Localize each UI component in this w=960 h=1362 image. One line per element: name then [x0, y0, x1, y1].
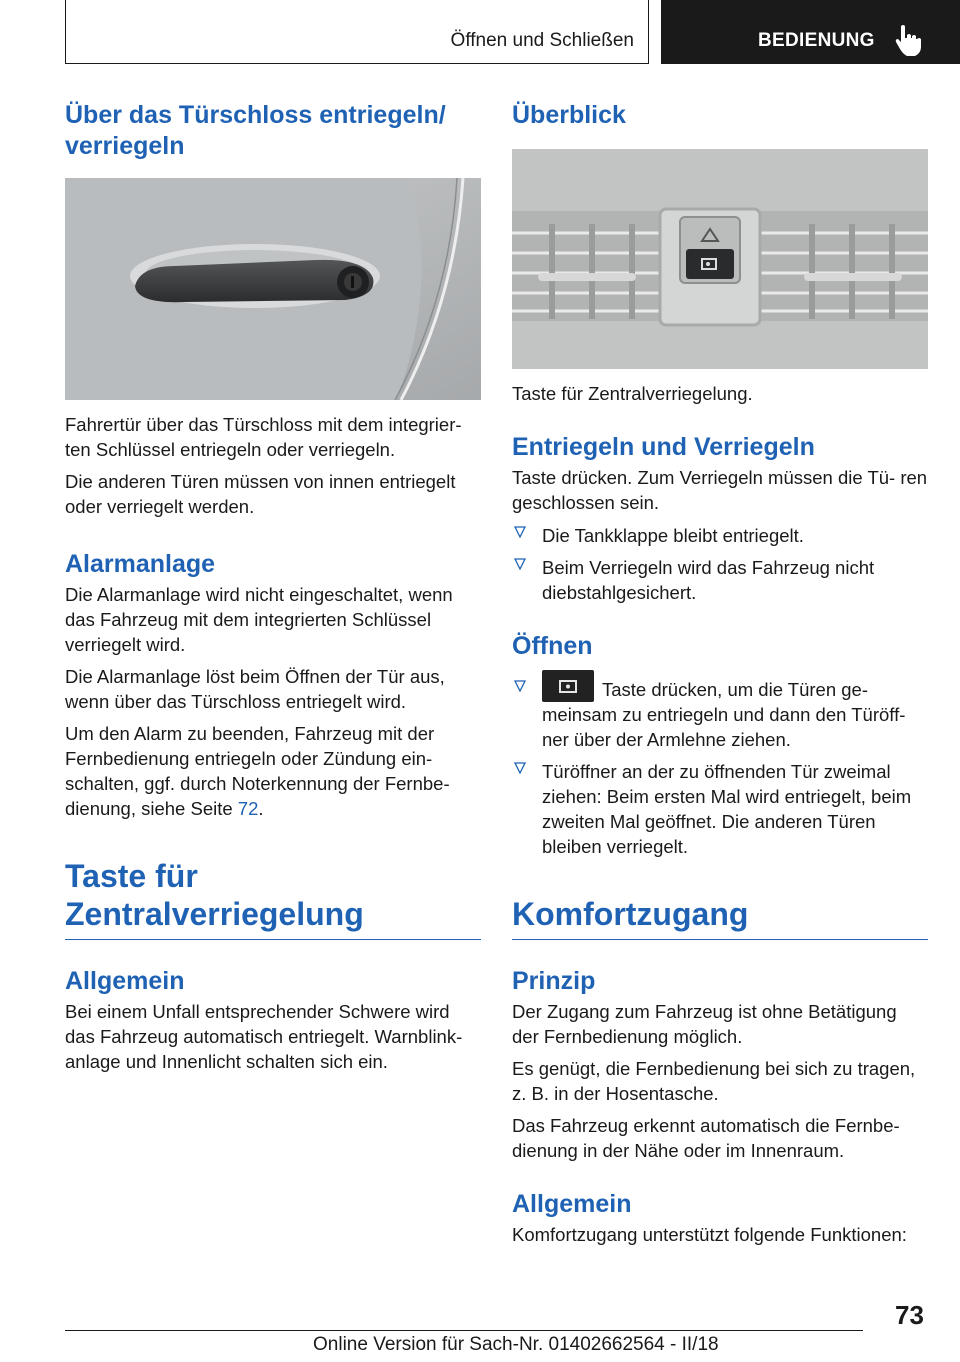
page-reference-link[interactable]: 72 — [237, 798, 259, 819]
list-item — [512, 555, 928, 605]
paragraph-door-lock-1: Fahrertür über das Türschloss mit dem integrier‐ ten Schlüssel entriegeln oder verriegeln. — [65, 414, 462, 460]
paragraph-lock-unlock: Taste drücken. Zum Verriegeln müssen die Tü‐ ren geschlossen sein. — [512, 467, 928, 513]
page-number: 73 — [895, 1300, 924, 1330]
heading-open: Öffnen — [512, 632, 593, 660]
paragraph-principle-1: Der Zugang zum Fahrzeug ist ohne Betätigung der Fernbedienung möglich. — [512, 1001, 897, 1047]
heading-lock-unlock: Entriegeln und Verriegeln — [512, 433, 815, 461]
door-handle-illustration — [65, 178, 481, 400]
paragraph-alarm-3-end: . — [258, 798, 264, 819]
image-caption: Taste für Zentralverriegelung. — [512, 383, 753, 404]
vent-with-lock-button-illustration — [512, 149, 928, 369]
heading-alarm: Alarmanlage — [65, 550, 216, 578]
list-item-text: Türöffner an der zu öffnenden Tür zweimal ziehen: Beim ersten Mal wird entriegelt, beim zweiten Mal geöffnet. Die anderen Türen bleiben verriegelt. — [542, 761, 912, 857]
central-lock-button-image — [512, 149, 928, 369]
list-item-text: Beim Verriegeln wird das Fahrzeug nicht diebstahlgesichert. — [542, 557, 875, 603]
heading-principle: Prinzip — [512, 967, 596, 995]
paragraph-functions: Komfortzugang unterstützt folgende Funktionen: — [512, 1224, 907, 1245]
paragraph-principle-3: Das Fahrzeug erkennt automatisch die Fernbe‐ dienung in der Nähe oder im Innenraum. — [512, 1115, 900, 1161]
paragraph-alarm-3-text: Um den Alarm zu beenden, Fahrzeug mit der Fernbedienung entriegeln oder Zündung ein‐ schalten, ggf. durch Noterkennung der Fernbe‐ dienung, siehe Seite — [65, 723, 450, 819]
door-handle-image — [65, 178, 481, 400]
list-item-text: Die Tankklappe bleibt entriegelt. — [542, 525, 804, 546]
paragraph-alarm-2: Die Alarmanlage löst beim Öffnen der Tür aus, wenn über das Türschloss entriegelt wird. — [65, 666, 445, 712]
paragraph-general: Bei einem Unfall entsprechender Schwere wird das Fahrzeug automatisch entriegelt. Warnblink‐ anlage und Innenlicht schalten sich ein. — [65, 1001, 463, 1072]
left-column — [65, 100, 481, 1074]
footer-online-version: Online Version für Sach-Nr. 01402662564 - II/18 — [313, 1334, 719, 1355]
right-column — [512, 100, 928, 1247]
heading-general: Allgemein — [65, 967, 185, 995]
paragraph-alarm-1: Die Alarmanlage wird nicht eingeschaltet, wenn das Fahrzeug mit dem integrierten Schlüssel verriegelt wird. — [65, 584, 453, 655]
triangle-bullet-icon — [514, 558, 526, 570]
list-item — [512, 670, 928, 752]
hand-pointer-icon — [893, 24, 923, 56]
heading-central-locking: Taste für Zentralverriegelung — [65, 857, 481, 940]
triangle-bullet-icon — [514, 680, 526, 692]
triangle-bullet-icon — [514, 762, 526, 774]
paragraph-alarm-3 — [65, 721, 481, 821]
unlock-button-icon — [542, 670, 594, 702]
heading-door-lock: Über das Türschloss entriegeln/ verriegeln — [65, 101, 446, 160]
list-item — [512, 759, 928, 859]
header-section-label: BEDIENUNG — [758, 30, 875, 51]
heading-comfort-access: Komfortzugang — [512, 895, 928, 940]
header-chapter-title: Öffnen und Schließen — [450, 30, 634, 51]
paragraph-principle-2: Es genügt, die Fernbedienung bei sich zu tragen, z. B. in der Hosentasche. — [512, 1058, 916, 1104]
paragraph-door-lock-2: Die anderen Türen müssen von innen entriegelt oder verriegelt werden. — [65, 471, 456, 517]
header-chapter-box — [65, 0, 649, 64]
heading-general-2: Allgemein — [512, 1190, 632, 1218]
triangle-bullet-icon — [514, 526, 526, 538]
footer-divider — [65, 1330, 863, 1331]
heading-overview: Überblick — [512, 101, 626, 129]
list-item-text: Taste drücken, um die Türen ge‐ meinsam zu entriegeln und dann den Türöff‐ ner über der Armlehne ziehen. — [542, 679, 906, 750]
list-item — [512, 523, 928, 548]
header-section-tab — [661, 0, 960, 64]
